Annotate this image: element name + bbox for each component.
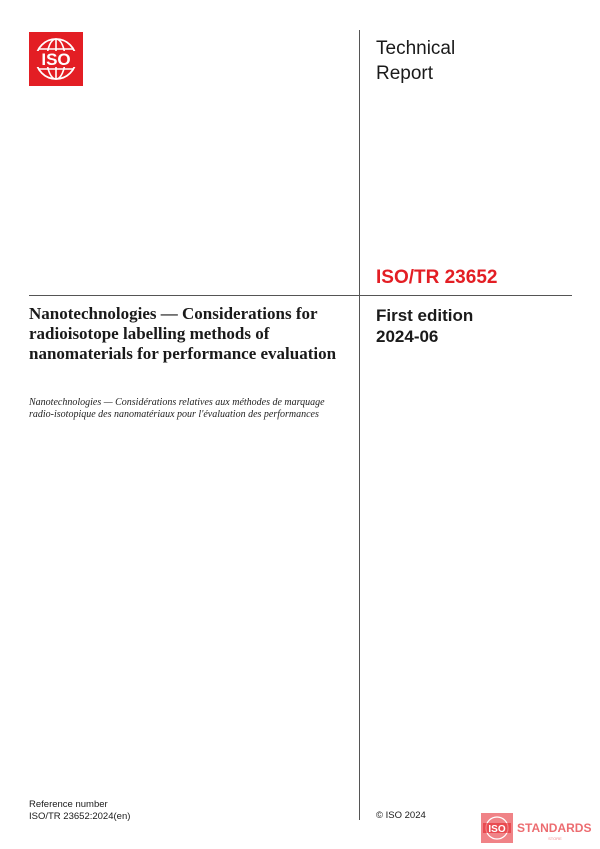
reference-label: Reference number — [29, 799, 108, 810]
horizontal-rule — [29, 295, 572, 296]
title-english: Nanotechnologies — Considerations for radioisotope labelling methods of nanomaterials for performance evaluation — [29, 304, 337, 363]
copyright: © ISO 2024 — [376, 810, 426, 821]
edition-label: First edition — [376, 306, 474, 325]
edition-info — [376, 305, 473, 347]
title-french: Nanotechnologies — Considérations relatives aux méthodes de marquage radio-isotopique des nanomatériaux pour l'évaluation des performances — [29, 397, 325, 420]
store-logo-text: STANDARDS — [517, 821, 592, 835]
document-type-line2: Report — [376, 63, 434, 84]
reference-number: ISO/TR 23652:2024(en) — [29, 811, 131, 822]
standards-store-logo — [481, 813, 593, 843]
iso-logo-text: ISO — [41, 50, 71, 69]
store-logo-iso-text: ISO — [488, 824, 506, 835]
reference-block — [29, 799, 130, 823]
document-type-line1: Technical — [376, 38, 456, 59]
edition-date: 2024-06 — [376, 327, 439, 346]
document-number: ISO/TR 23652 — [376, 267, 498, 288]
iso-logo — [29, 32, 83, 86]
vertical-rule — [359, 30, 360, 820]
store-logo-subtext: STORE — [548, 836, 562, 841]
document-type — [376, 36, 455, 86]
